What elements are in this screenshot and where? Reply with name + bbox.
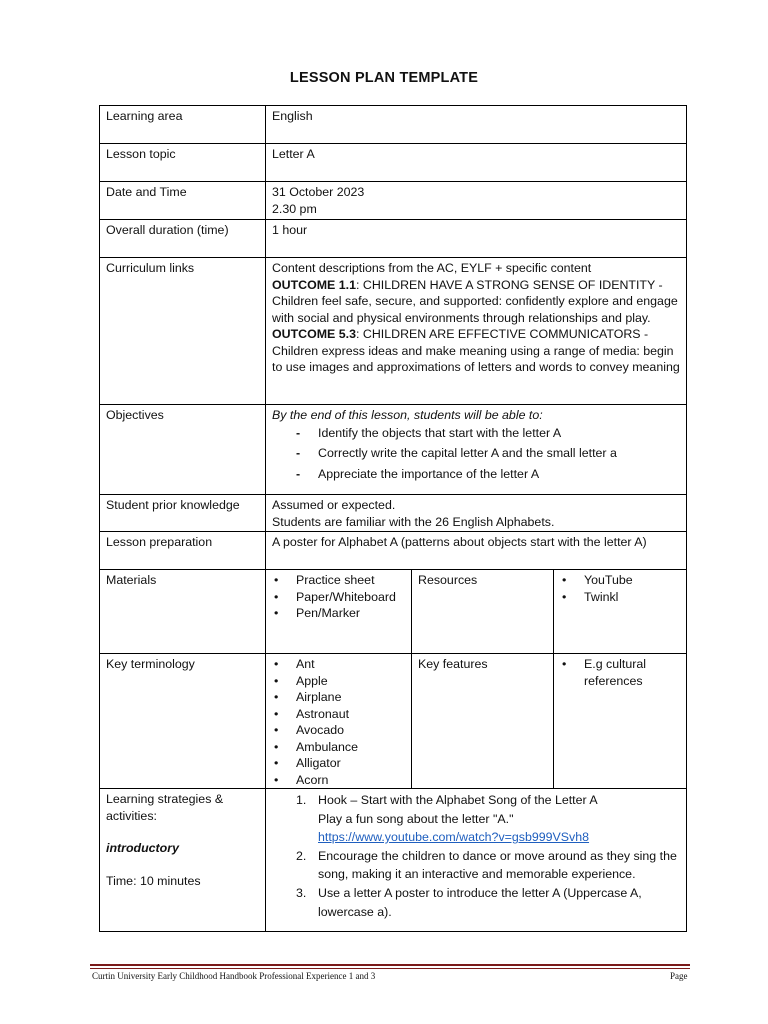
bullet: • (274, 706, 279, 721)
strategies-time: Time: 10 minutes (106, 873, 201, 888)
material-text: Paper/Whiteboard (296, 589, 396, 604)
row-learning-strategies (100, 789, 687, 932)
row-key-terminology (100, 654, 687, 789)
date-value: 31 October 2023 (272, 185, 365, 199)
prior-line-2: Students are familiar with the 26 English Alphabets. (272, 514, 555, 529)
row-date-time (100, 182, 687, 220)
objective-text: Appreciate the importance of the letter A (318, 466, 540, 481)
key-features-label: Key features (412, 654, 554, 789)
list-item (274, 656, 405, 673)
materials-list (272, 572, 405, 622)
row-materials (100, 570, 687, 654)
duration-value: 1 hour (266, 220, 687, 258)
material-text: Pen/Marker (296, 606, 361, 620)
objectives-value (266, 405, 687, 495)
list-item (274, 673, 405, 690)
term-text: Astronaut (296, 706, 350, 721)
step-text: Hook – Start with the Alphabet Song of the Letter A (318, 793, 598, 807)
outcome-1-1-code: OUTCOME 1.1 (272, 277, 356, 292)
list-item (274, 755, 405, 772)
lesson-plan-table (99, 105, 687, 932)
duration-label: Overall duration (time) (100, 220, 266, 258)
row-lesson-preparation (100, 532, 687, 570)
bullet: • (274, 589, 279, 604)
strategies-label: Learning strategies & activities: (106, 792, 224, 823)
bullet: • (274, 606, 279, 620)
list-item (274, 605, 405, 622)
outcome-1-1 (272, 277, 680, 327)
materials-list-cell (266, 570, 412, 654)
list-item (296, 884, 680, 921)
materials-label: Materials (100, 570, 266, 654)
outcome-1-1-text: : CHILDREN HAVE A STRONG SENSE OF IDENTITY - Children feel safe, secure, and supported: confidently explore and engage with social and physical environments through relationships and play. (272, 277, 678, 325)
term-text: Acorn (296, 772, 329, 787)
footer-divider (90, 964, 690, 966)
footer-divider-thin (90, 968, 690, 969)
footer-text: Curtin University Early Childhood Handbook Professional Experience 1 and 3 (92, 971, 376, 981)
strategies-steps (272, 791, 680, 921)
step-text: Use a letter A poster to introduce the letter A (Uppercase A, lowercase a). (318, 885, 642, 919)
list-item (274, 706, 405, 723)
term-text: Airplane (296, 690, 342, 704)
learning-area-label: Learning area (100, 106, 266, 144)
list-item (562, 656, 680, 689)
step-number: 1. (296, 793, 307, 807)
list-item (274, 739, 405, 756)
list-item (562, 572, 680, 589)
curriculum-intro: Content descriptions from the AC, EYLF + specific content (272, 261, 592, 275)
lesson-topic-value: Letter A (266, 144, 687, 182)
term-text: Apple (296, 673, 328, 688)
youtube-link[interactable]: https://www.youtube.com/watch?v=gsb999VSvh8 (318, 830, 590, 845)
bullet: • (274, 723, 279, 737)
step-number: 2. (296, 848, 307, 863)
term-text: Alligator (296, 756, 341, 770)
step-text: Encourage the children to dance or move around as they sing the song, making it an interactive and memorable experience. (318, 848, 677, 882)
list-item (296, 425, 680, 442)
outcome-5-3-code: OUTCOME 5.3 (272, 327, 356, 341)
resource-text: YouTube (584, 573, 633, 587)
page-title: LESSON PLAN TEMPLATE (289, 70, 479, 86)
term-text: Ambulance (296, 739, 358, 754)
strategies-steps-cell (266, 789, 687, 932)
terminology-list-cell (266, 654, 412, 789)
time-value: 2.30 pm (272, 201, 317, 216)
objective-text: Identify the objects that start with the letter A (318, 425, 562, 440)
row-objectives (100, 405, 687, 495)
dash-marker: - (296, 446, 301, 460)
feature-text: E.g cultural references (584, 657, 646, 688)
outcome-5-3-text: : CHILDREN ARE EFFECTIVE COMMUNICATORS - Children express ideas and make meaning using a range of media: begin to use images and approximations of letters and words to convey meaning (272, 327, 680, 374)
bullet: • (274, 739, 279, 754)
date-time-label: Date and Time (100, 182, 266, 220)
objectives-list (272, 425, 680, 483)
resources-list-cell (554, 570, 687, 654)
date-time-value (266, 182, 687, 220)
list-item (274, 772, 405, 789)
curriculum-value (266, 258, 687, 405)
bullet: • (274, 657, 279, 671)
terminology-list (272, 656, 405, 788)
bullet: • (562, 657, 567, 671)
list-item (274, 589, 405, 606)
list-item (274, 572, 405, 589)
term-text: Ant (296, 657, 315, 671)
prior-knowledge-value (266, 495, 687, 532)
list-item (274, 722, 405, 739)
key-features-cell (554, 654, 687, 789)
list-item (562, 589, 680, 606)
objectives-label: Objectives (100, 405, 266, 495)
row-curriculum-links (100, 258, 687, 405)
prior-line-1: Assumed or expected. (272, 498, 396, 512)
dash-marker: - (296, 425, 301, 440)
row-learning-area (100, 106, 687, 144)
learning-area-value: English (266, 106, 687, 144)
bullet: • (274, 690, 279, 704)
objectives-intro: By the end of this lesson, students will be able to: (272, 408, 543, 422)
list-item (296, 466, 680, 483)
curriculum-label: Curriculum links (100, 258, 266, 405)
row-prior-knowledge (100, 495, 687, 532)
preparation-value: A poster for Alphabet A (patterns about objects start with the letter A) (266, 532, 687, 570)
list-item (274, 689, 405, 706)
list-item (296, 791, 680, 847)
prior-knowledge-label: Student prior knowledge (100, 495, 266, 532)
footer-page-label: Page (670, 971, 688, 981)
step-text: Play a fun song about the letter "A." (318, 811, 514, 826)
resources-list (560, 572, 680, 605)
resources-label: Resources (412, 570, 554, 654)
term-text: Avocado (296, 723, 344, 737)
bullet: • (562, 573, 567, 587)
row-lesson-topic (100, 144, 687, 182)
objective-text: Correctly write the capital letter A and the small letter a (318, 446, 617, 460)
outcome-5-3 (272, 326, 680, 376)
dash-marker: - (296, 466, 301, 481)
row-duration (100, 220, 687, 258)
list-item (296, 847, 680, 884)
bullet: • (274, 673, 279, 688)
resource-text: Twinkl (584, 589, 619, 604)
step-number: 3. (296, 885, 307, 900)
bullet: • (274, 772, 279, 787)
preparation-label: Lesson preparation (100, 532, 266, 570)
strategies-label-cell (100, 789, 266, 932)
lesson-topic-label: Lesson topic (100, 144, 266, 182)
bullet: • (274, 756, 279, 770)
material-text: Practice sheet (296, 573, 375, 587)
strategies-subheading: introductory (106, 841, 179, 855)
bullet: • (562, 589, 567, 604)
terminology-label: Key terminology (100, 654, 266, 789)
key-features-list (560, 656, 680, 689)
bullet: • (274, 573, 279, 587)
list-item (296, 445, 680, 462)
